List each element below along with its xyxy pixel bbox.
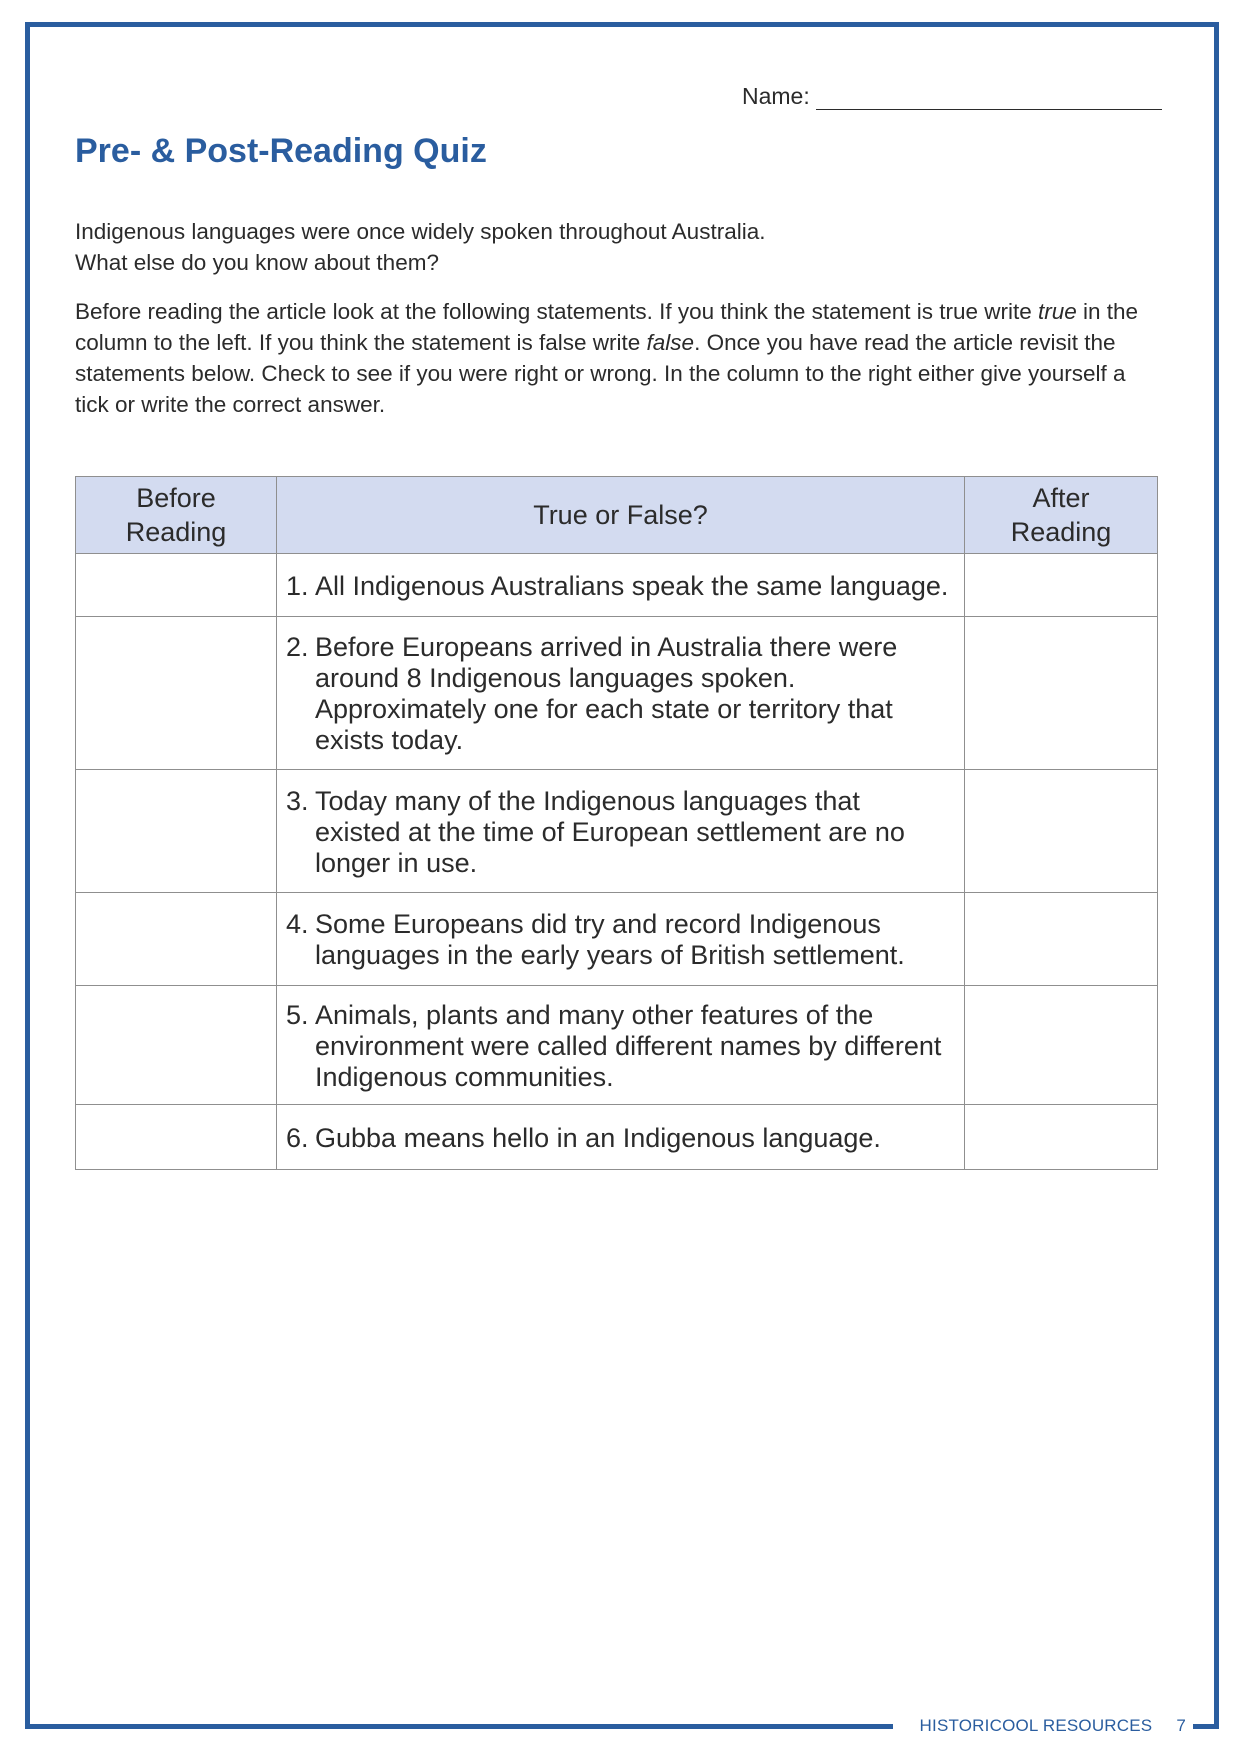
statement-text: Animals, plants and many other features of the environment were called different names by different Indigenous communities. <box>315 999 942 1092</box>
table-row <box>76 1105 1158 1170</box>
table-row <box>76 986 1158 1105</box>
statement-text: Some Europeans did try and record Indigenous languages in the early years of British settlement. <box>315 909 905 970</box>
instructions-text-2: in the column to the left. If you think the statement is false write <box>75 299 1139 355</box>
before-answer-cell-3[interactable] <box>76 770 277 893</box>
name-label: Name: <box>742 83 810 109</box>
instructions-true-word: true <box>1038 299 1077 324</box>
statement-text: Before Europeans arrived in Australia there were around 8 Indigenous languages spoken. Approximately one for each state or territory that exists today. <box>315 632 898 755</box>
intro-section <box>75 216 1165 420</box>
table-header-row <box>76 477 1158 554</box>
page-title: Pre- & Post-Reading Quiz <box>75 132 487 170</box>
statement-text: Gubba means hello in an Indigenous language. <box>315 1122 881 1153</box>
statement-number: 1. <box>286 570 309 601</box>
statement-cell-6 <box>277 1105 965 1170</box>
statement-cell-4 <box>277 893 965 986</box>
page-frame-bottom-right <box>1193 1724 1219 1729</box>
header-before-line-2: Reading <box>125 517 227 547</box>
before-answer-cell-1[interactable] <box>76 554 277 617</box>
statement-cell-2 <box>277 617 965 770</box>
statement-cell-5 <box>277 986 965 1105</box>
intro-paragraph-1 <box>75 216 1165 278</box>
statement-cell-1 <box>277 554 965 617</box>
instructions-paragraph <box>75 296 1165 420</box>
before-answer-cell-4[interactable] <box>76 893 277 986</box>
table-row <box>76 554 1158 617</box>
header-before-line-1: Before <box>136 483 216 513</box>
page-frame-right <box>1214 22 1219 1729</box>
before-answer-cell-6[interactable] <box>76 1105 277 1170</box>
page-frame-left <box>25 22 30 1729</box>
header-true-or-false: True or False? <box>277 477 965 554</box>
instructions-text-1: Before reading the article look at the following statements. If you think the statement is true write <box>75 299 1038 324</box>
before-answer-cell-5[interactable] <box>76 986 277 1105</box>
page-frame-top <box>25 22 1219 27</box>
statement-cell-3 <box>277 770 965 893</box>
quiz-table <box>75 476 1158 1170</box>
after-answer-cell-1[interactable] <box>965 554 1158 617</box>
header-after-line-2: Reading <box>1010 517 1112 547</box>
statement-number: 2. <box>286 632 309 662</box>
page-footer <box>902 1708 1186 1744</box>
statement-number: 5. <box>286 999 309 1030</box>
after-answer-cell-3[interactable] <box>965 770 1158 893</box>
statement-text: Today many of the Indigenous languages that existed at the time of European settlement are no longer in use. <box>315 785 905 878</box>
page-frame-bottom-left <box>25 1724 893 1729</box>
intro-line-1: Indigenous languages were once widely spoken throughout Australia. <box>75 219 766 244</box>
after-answer-cell-5[interactable] <box>965 986 1158 1105</box>
before-answer-cell-2[interactable] <box>76 617 277 770</box>
intro-line-2: What else do you know about them? <box>75 250 439 275</box>
instructions-false-word: false <box>646 330 695 355</box>
statement-text: All Indigenous Australians speak the same language. <box>315 570 949 601</box>
statement-number: 6. <box>286 1122 309 1153</box>
header-after-reading <box>965 477 1158 554</box>
page-number: 7 <box>1176 1716 1186 1735</box>
instructions-text-3: . Once you have read the article revisit the statements below. Check to see if you were right or wrong. In the column to the right either give yourself a tick or write the correct answer. <box>75 330 1126 417</box>
after-answer-cell-2[interactable] <box>965 617 1158 770</box>
table-row <box>76 770 1158 893</box>
statement-number: 3. <box>286 785 309 816</box>
after-answer-cell-6[interactable] <box>965 1105 1158 1170</box>
statement-number: 4. <box>286 909 309 939</box>
footer-publisher: HISTORICOOL RESOURCES <box>919 1716 1153 1735</box>
name-field[interactable] <box>742 80 1162 110</box>
after-answer-cell-4[interactable] <box>965 893 1158 986</box>
name-blank-line[interactable] <box>816 87 1162 110</box>
table-row <box>76 893 1158 986</box>
header-before-reading <box>76 477 277 554</box>
table-row <box>76 617 1158 770</box>
header-after-line-1: After <box>1032 483 1090 513</box>
